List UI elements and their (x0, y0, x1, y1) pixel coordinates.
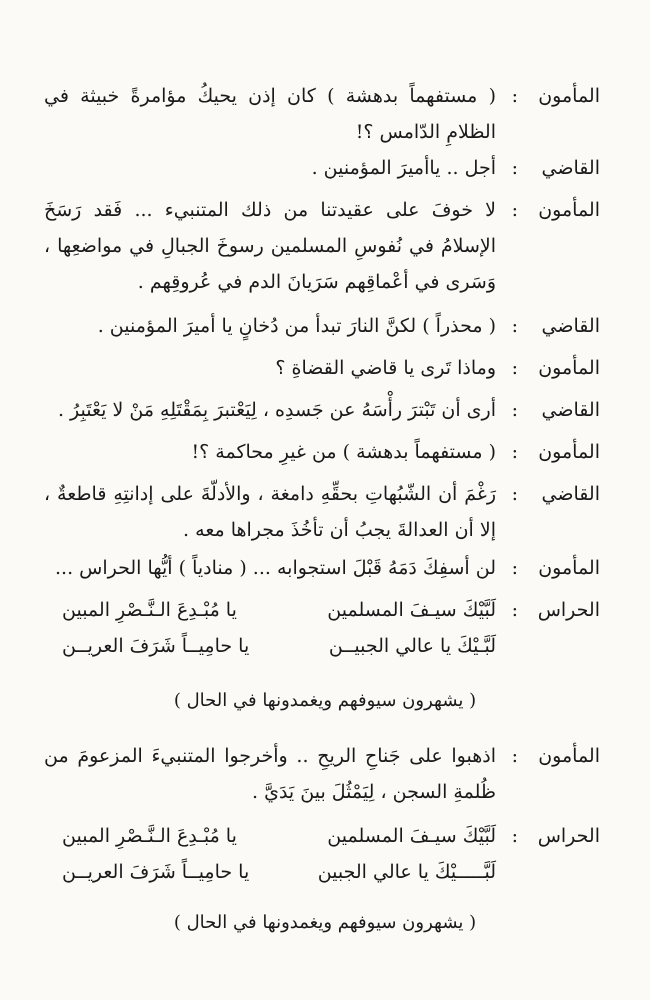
verse-line (44, 628, 496, 664)
speaker-name: القاضي (541, 157, 600, 179)
dialogue-entry (44, 738, 600, 810)
verse-hemistich-second: يا حامِيــاً شَرَفَ العريــن (62, 861, 250, 883)
stage-direction: ( يشهرون سيوفهم ويغمدونها في الحال ) (173, 912, 477, 933)
speaker-colon: : (511, 85, 518, 107)
dialogue-text: أرى أن تَبْترَ رأْسَهُ عن جَسدِه ، لِيَعْتبرَ بِمَقْتَلِهِ مَنْ لا يَعْتَبِرُ . (57, 399, 496, 421)
speaker-name: القاضي (541, 483, 600, 505)
dialogue-entry (44, 350, 600, 386)
verse-line (44, 818, 496, 854)
verse-hemistich-first: لَبَّيْكَ سيـفَ المسلمين (327, 599, 496, 621)
verse-hemistich-second: يا مُبْـدِعَ الـنَّـصْرِ المبين (62, 599, 237, 621)
speaker-name: المأمون (538, 441, 600, 463)
speaker-name: الحراس (537, 825, 600, 847)
dialogue-text: ( محذراً ) لكنَّ النارَ تبدأ من دُخانٍ يا أميرَ المؤمنين . (97, 315, 496, 337)
dialogue-entry (44, 550, 600, 586)
speaker-colon: : (511, 825, 518, 847)
verse-hemistich-first: لَبَّـــــيْكَ يا عالي الجبين (317, 861, 496, 883)
verse-line (44, 854, 496, 890)
speaker-name: القاضي (541, 399, 600, 421)
speaker-colon: : (511, 599, 518, 621)
speaker-colon: : (511, 315, 518, 337)
verse-hemistich-first: لَبَّيْكَ سيـفَ المسلمين (327, 825, 496, 847)
dialogue-entry (44, 150, 600, 186)
dialogue-text: أجل .. ياأميرَ المؤمنين . (311, 157, 496, 179)
speaker-colon: : (511, 157, 518, 179)
speaker-name: المأمون (538, 85, 600, 107)
dialogue-text: لن أسفِكَ دَمَهُ قَبْلَ استجوابه ... ( منادياً ) أيُّها الحراس ... (54, 557, 496, 579)
dialogue-entry (44, 78, 600, 150)
speaker-colon: : (511, 441, 518, 463)
dialogue-entry (44, 476, 600, 548)
speaker-name: المأمون (538, 745, 600, 767)
stage-direction: ( يشهرون سيوفهم ويغمدونها في الحال ) (173, 690, 477, 711)
verse-block (44, 592, 496, 664)
speaker-colon: : (511, 399, 518, 421)
dialogue-text: ( مستفهماً بدهشة ) كان إذن يحيكُ مؤامرةً خبيثة في الظلامِ الدّامس ؟! (44, 85, 496, 143)
dialogue-entry (44, 434, 600, 470)
speaker-name: المأمون (538, 357, 600, 379)
verse-entry (44, 592, 600, 664)
dialogue-text: ( مستفهماً بدهشة ) من غيرِ محاكمة ؟! (191, 441, 496, 463)
verse-hemistich-second: يا حامِيــاً شَرَفَ العريــن (62, 635, 250, 657)
speaker-colon: : (511, 745, 518, 767)
verse-line (44, 592, 496, 628)
dialogue-entry (44, 392, 600, 428)
speaker-name: المأمون (538, 557, 600, 579)
speaker-colon: : (511, 557, 518, 579)
speaker-colon: : (511, 483, 518, 505)
speaker-colon: : (511, 199, 518, 221)
dialogue-entry (44, 308, 600, 344)
verse-entry (44, 818, 600, 890)
speaker-name: القاضي (541, 315, 600, 337)
dialogue-entry (44, 192, 600, 300)
speaker-name: المأمون (538, 199, 600, 221)
speaker-name: الحراس (537, 599, 600, 621)
speaker-colon: : (511, 357, 518, 379)
dialogue-text: وماذا تَرى يا قاضي القضاةِ ؟ (275, 357, 496, 379)
dialogue-text: اذهبوا على جَناحِ الريحِ .. وأخرجوا المتنبيءَ المزعومَ من ظُلمةِ السجن ، لِيَمْثُلَ بينَ يَدَيَّ . (44, 745, 496, 803)
verse-hemistich-second: يا مُبْـدِعَ الـنَّـصْرِ المبين (62, 825, 237, 847)
dialogue-text: رَغْمَ أن الشّبُهاتِ بحقِّهِ دامغة ، والأدلّةَ على إدانتِهِ قاطعةٌ ، إلا أن العدالةَ يجبُ أن تأخُذَ مجراها معه . (44, 483, 496, 541)
verse-hemistich-first: لَبَّـيْكَ يا عالي الجبيــن (328, 635, 496, 657)
dialogue-text: لا خوفَ على عقيدتنا من ذلك المتنبيء ... فَقد رَسَخَ الإسلامُ في نُفوسِ المسلمين رسوخَ الجبالِ في مواضعِها ، وَسَرى في أعْماقِهم سَرَيانَ الدم في عُروقِهم . (44, 199, 496, 293)
verse-block (44, 818, 496, 890)
